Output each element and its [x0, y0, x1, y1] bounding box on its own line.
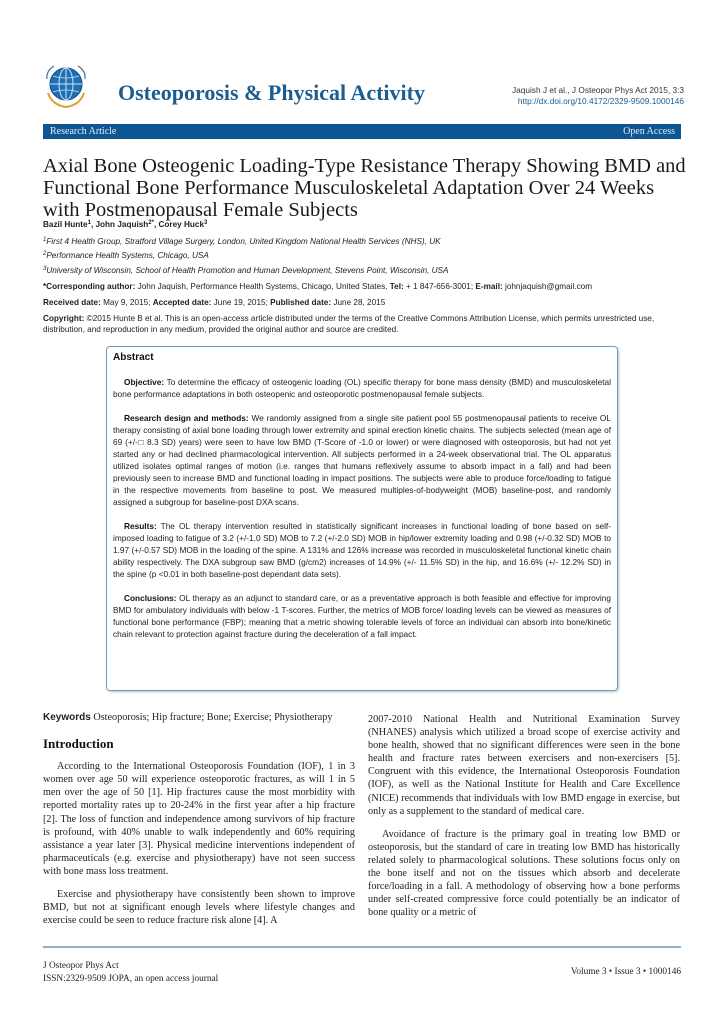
corresponding-author [43, 281, 693, 292]
footer-divider [43, 946, 681, 948]
journal-title[interactable]: Osteoporosis & Physical Activity [118, 80, 425, 105]
globe-publisher-emblem-icon [44, 63, 88, 109]
body-paragraph: 2007-2010 National Health and Nutritional Examination Survey (NHANES) analysis which utilized a broad scope of exercise activity and bone health, showed that no significant differences were seen in the bone health and fracture rates between exercisers and non-exercisers [5]. Congruent with this evidence, the International Osteoporosis Foundation (IOF), as well as the National Institute for Health and Care Excellence (NICE) recommends that individuals with low BMD engage in exercise, but only as a supplement to the standard of medical care. [368, 714, 680, 817]
footer-journal-info [43, 960, 218, 986]
keywords-list: Osteoporosis; Hip fracture; Bone; Exercise; Physiotherapy [90, 712, 333, 723]
corresponding-text: John Jaquish, Performance Health Systems, Chicago, United States, [135, 282, 390, 291]
accepted-date: June 19, 2015; [211, 298, 271, 307]
author-affiliation-mark: 2* [148, 220, 154, 226]
affiliation [43, 265, 693, 276]
received-date: May 9, 2015; [100, 298, 153, 307]
abstract-objective [113, 376, 611, 400]
issn-line: ISSN:2329-9509 JOPA, an open access journal [43, 974, 219, 984]
section-text: We randomly assigned from a single site patient pool 55 postmenopausal patients to receive OL therapy consisting of axial bone loading through lower extremity and spinal erection kinetic chains. The subjects selected (mean age of 69 (+/-□ 8.3 SD) years) were seen to have low BMD (T-Score of -1.0 or lower) or were diagnosed with osteoporosis, but had not yet started any or had declined pharmacological intervention. All subjects performed in a 24-week observational trial. The OL apparatus utilized isolates optimal ranges of motion (i.e. ranges that humans reflexively assume to absorb impact in a fall) and had been previously seen to increase BMD and functional loading in impact positions. The subjects were able to produce force/loading to fatigue in the respective movements from baseline to post. We measured multiples-of-bodyweight (MOB) baseline-post, and randomly assigned a subgroup for baseline-post DXA scans. [113, 413, 611, 507]
body-paragraph: Exercise and physiotherapy have consistently been shown to improve BMD, but not at significant enough levels where lifestyle changes and exercise could be seen to reduce fracture risk alone [4]. A [43, 889, 355, 927]
section-label: Research design and methods: [124, 413, 249, 423]
tel-value: + 1 847-656-3001; [403, 282, 476, 291]
body-paragraph: Avoidance of fracture is the primary goal in treating low BMD or osteoporosis, but the standard of care in treating low BMD has historically related solely to pharmacological solutions. These solutions focus only on the bone itself and not on the tissues which absorb and decelerate force/loading in a fall. A methodology of observing how a bone performs under self-created compressive force could potentially be an indicator of bone quality or a metric of [368, 828, 680, 919]
section-label: Objective: [124, 377, 165, 387]
article-type-label: Research Article [50, 126, 117, 137]
abstract-methods [113, 412, 611, 508]
section-text: The OL therapy intervention resulted in statistically significant increases in functional loading of bone based on self-imposed loading to fatigue of 3.2 (+/-1.0 SD) MOB to 7.2 (+/-2.0 SD) MOB in hip/lower extremity loading and 0.98 (+/-0.32 SD) MOB to 1.97 (+/-0.57 SD) MOB in the loading of the spine. A 131% and 126% increase was recorded in musculoskeletal functional kinetic chain ability respectively. The DXA subgroup saw BMD (g/cm2) increases of 14.9% (+/- 11.5% SD) in the hip, and 16.6% (+/- 12.2% SD) in the spine (p <0.01 in both baseline-post dependant data sets). [113, 521, 611, 579]
abstract-box [106, 346, 618, 691]
abstract-results [113, 520, 611, 580]
received-label: Received date: [43, 298, 101, 307]
author-name[interactable]: Bazil Hunte [43, 220, 88, 229]
affiliation-mark: 1 [43, 237, 47, 243]
abstract-heading: Abstract [113, 352, 154, 363]
affiliation-text: Performance Health Systems, Chicago, USA [46, 251, 209, 260]
accepted-label: Accepted date: [152, 298, 212, 307]
author-name[interactable]: John Jaquish [95, 220, 149, 229]
section-label: Results: [124, 521, 157, 531]
volume-issue: Volume 3 • Issue 3 • 1000146 [570, 967, 681, 977]
author-name[interactable]: Corey Huck [158, 220, 205, 229]
affiliation-mark: 2 [43, 251, 47, 257]
section-text: OL therapy as an adjunct to standard care, or as a preventative approach is both feasible and effective for improving BMD for ambulatory individuals with below -1 T-scores. Further, the metrics of MOB force/ loading levels can be viewed as measures of functional bone performance (FBP); meaning that a metric showing tolerable levels of force an individual can absorb into bone/kinetic chain relevant to protection against fracture during the deceleration of a fall impact. [113, 593, 611, 639]
author-affiliation-mark: 1 [87, 220, 91, 226]
journal-abbreviation: J Osteopor Phys Act [43, 961, 119, 971]
body-column-right [368, 713, 680, 929]
tel-label: Tel: [389, 282, 404, 291]
open-access-label[interactable]: Open Access [623, 126, 675, 137]
affiliation-mark: 3 [43, 266, 47, 272]
keywords-label: Keywords [43, 712, 91, 723]
citation-text: Jaquish J et al., J Osteopor Phys Act 2015, 3:3 [511, 85, 684, 95]
abstract-conclusions [113, 592, 611, 640]
author-list [43, 219, 693, 230]
article-type-band [43, 124, 681, 139]
publisher-logo [44, 63, 88, 109]
article-title: Axial Bone Osteogenic Loading-Type Resistance Therapy Showing BMD and Functional Bone Performance Musculoskeletal Adaptation Over 24 Weeks with Postmenopausal Female Subjects [43, 155, 686, 221]
email-link[interactable]: johnjaquish@gmail.com [502, 282, 593, 291]
keywords [43, 711, 355, 724]
author-separator: , [90, 220, 96, 229]
published-date: June 28, 2015 [331, 298, 386, 307]
email-label: E-mail: [475, 282, 503, 291]
author-separator: , [153, 220, 159, 229]
affiliation [43, 236, 693, 247]
corresponding-label: *Corresponding author: [43, 282, 136, 291]
introduction-heading: Introduction [43, 736, 114, 752]
article-dates [43, 297, 693, 308]
copyright-text: ©2015 Hunte B et al. This is an open-access article distributed under the terms of the Creative Commons Attribution License, which permits unrestricted use, distribution, and reproduction in any medium, provided the original author and source are credited. [43, 314, 655, 334]
doi-link[interactable]: http://dx.doi.org/10.4172/2329-9509.1000146 [517, 96, 684, 106]
body-paragraph: According to the International Osteoporosis Foundation (IOF), 1 in 3 women over age 50 will experience osteoporotic fractures, as will 1 in 5 men over the age of 50 [1]. Hip fractures cause the most morbidity with reported mortality rates up to 20-24% in the first year after a hip fracture [2]. The loss of function and independence among survivors of hip fracture is profound, with 40% unable to walk independently and 60% requiring assistance a year later [3]. Physical medicine interventions independent of pharmaceuticals (e.g. exercise and physiotherapy) have not seen success with bone mass loss treatment. [43, 761, 355, 877]
copyright-notice [43, 313, 693, 335]
affiliation-text: University of Wisconsin, School of Health Promotion and Human Development, Stevens Point, Wisconsin, USA [46, 266, 449, 275]
author-affiliation-mark: 3 [204, 220, 208, 226]
section-text: To determine the efficacy of osteogenic loading (OL) specific therapy for bone mass density (BMD) and musculoskeletal bone performance adaptations in both osteopenic and osteoporotic postmenopausal female subjects. [113, 377, 611, 399]
section-label: Conclusions: [124, 593, 177, 603]
citation-block [512, 85, 684, 107]
affiliation-text: First 4 Health Group, Stratford Village Surgery, London, United Kingdom National Health Services (NHS), UK [46, 237, 441, 246]
published-label: Published date: [270, 298, 332, 307]
copyright-label: Copyright: [43, 314, 85, 323]
affiliation [43, 250, 693, 261]
body-column-left [43, 711, 355, 937]
